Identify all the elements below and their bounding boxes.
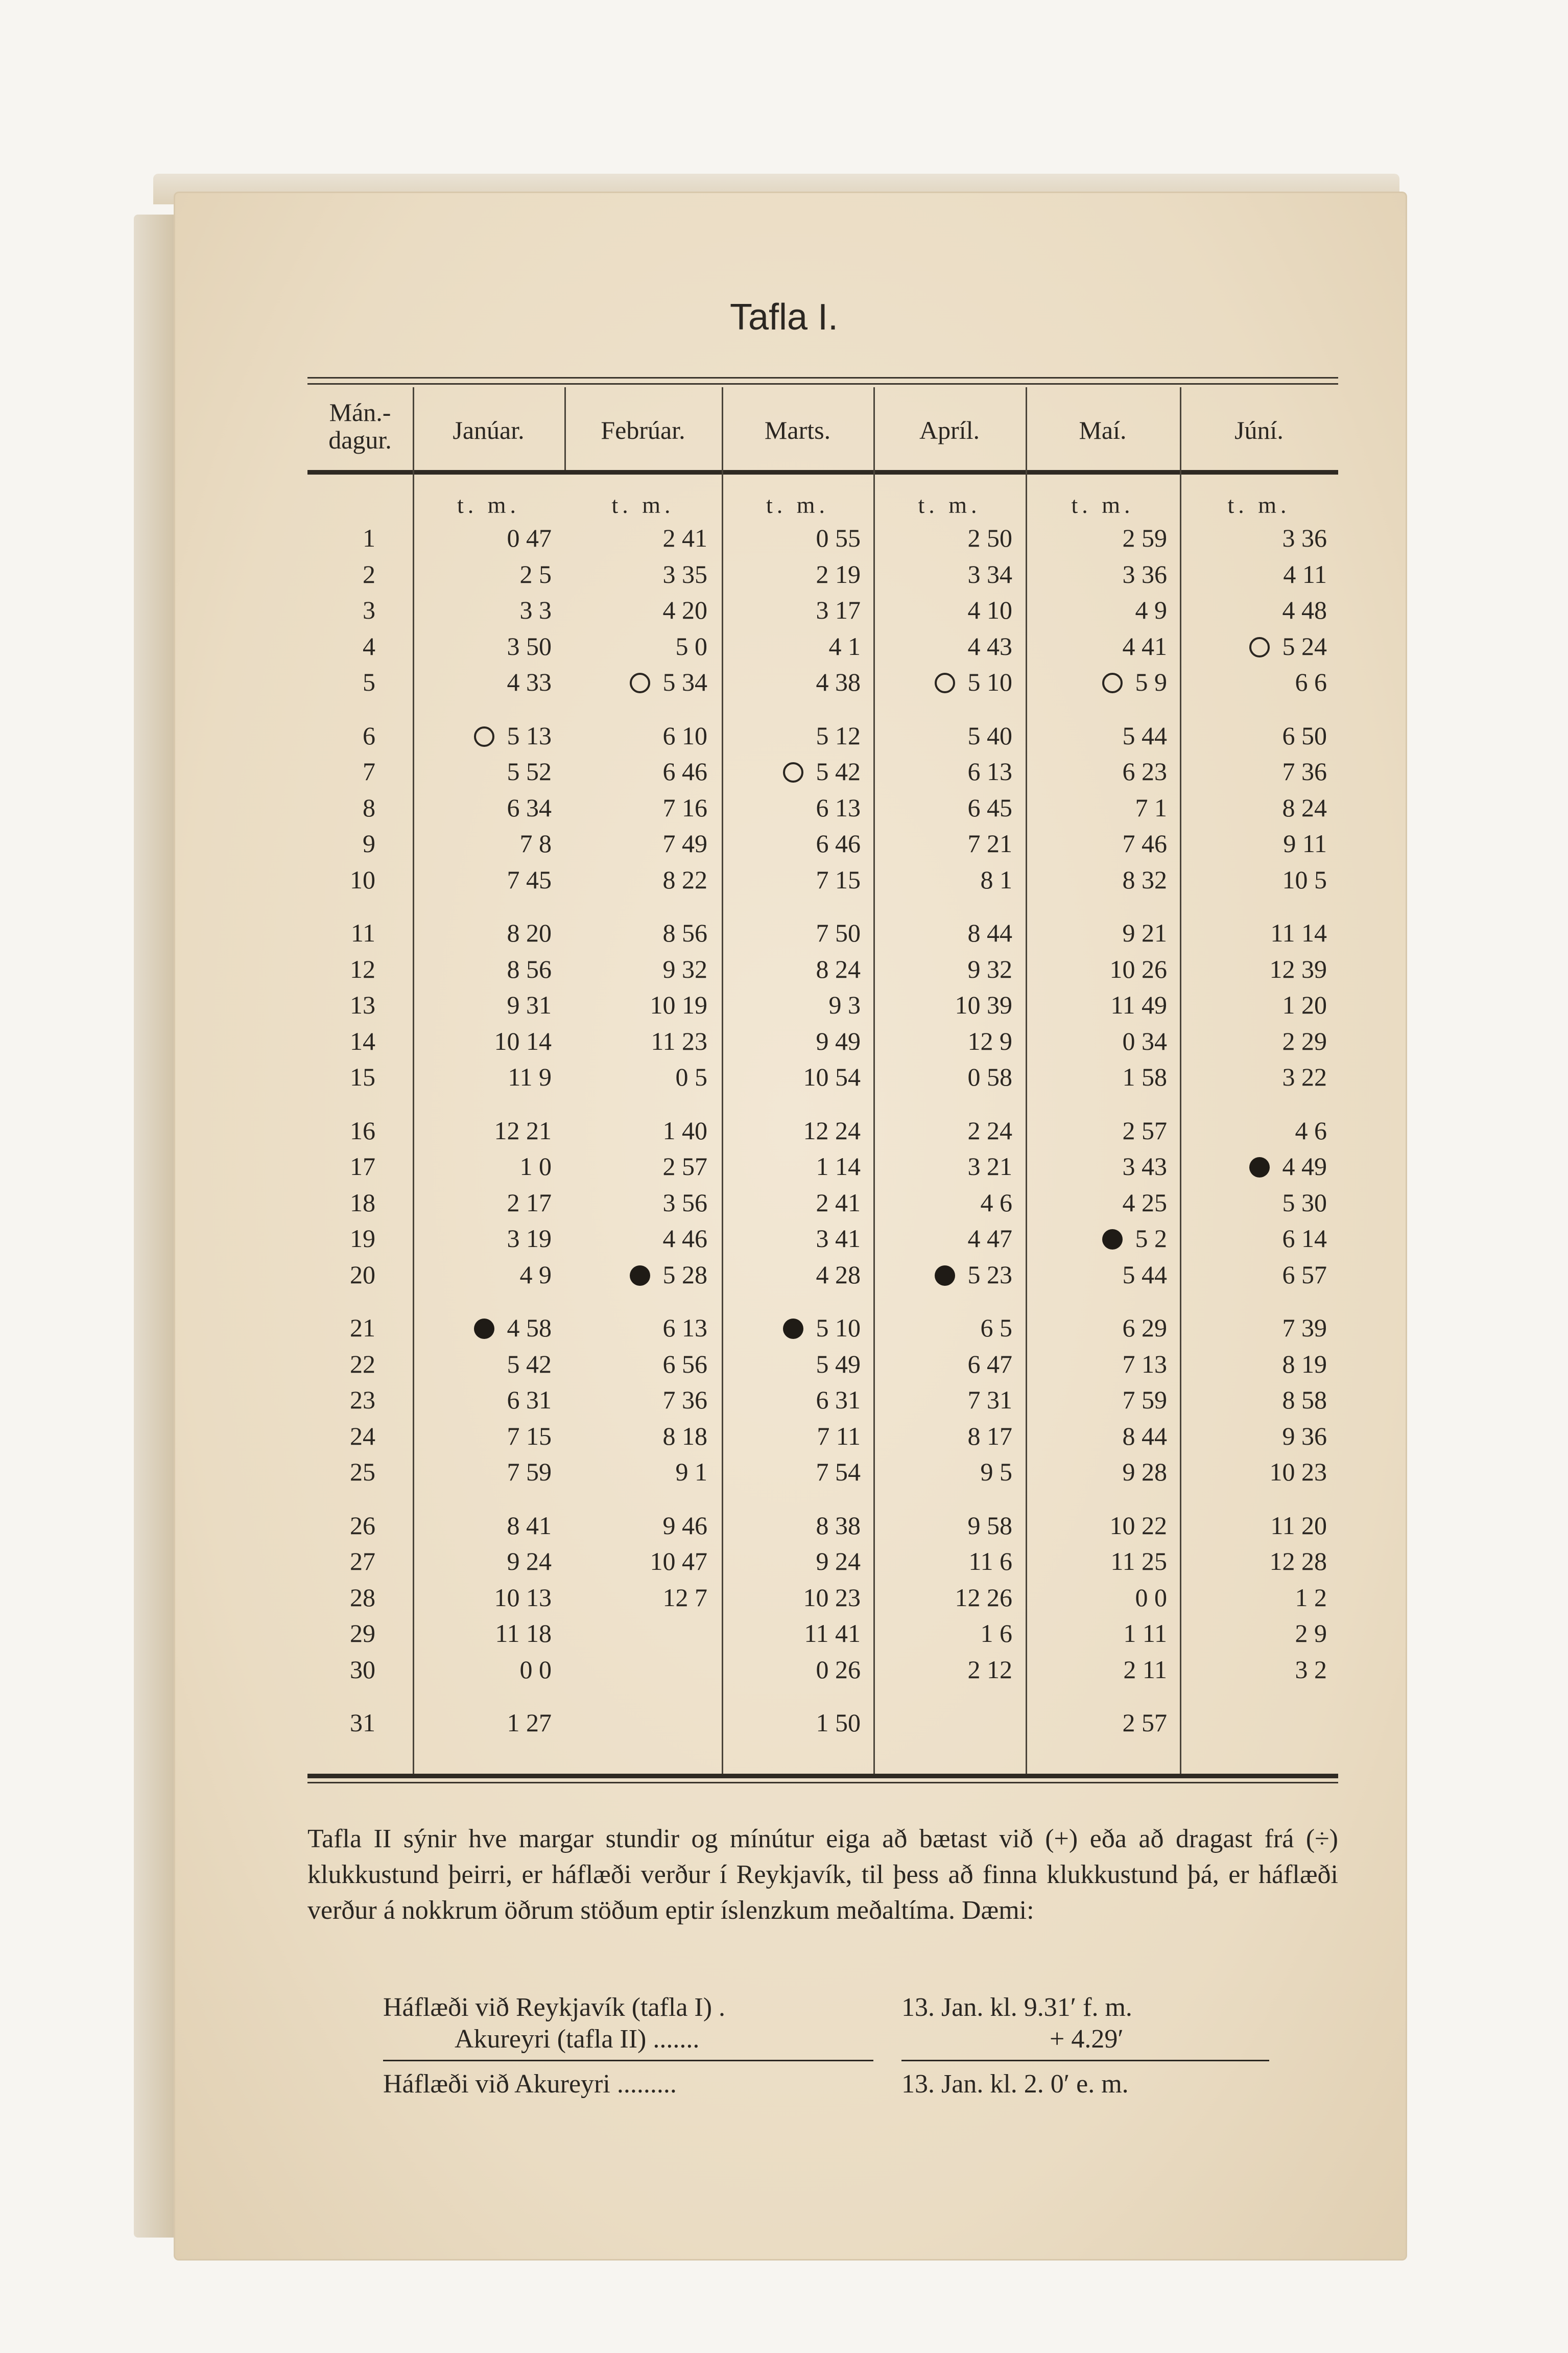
example-row2-value: + 4.29ʹ (1050, 2025, 1124, 2054)
tide-time: 4 6 (1295, 1116, 1327, 1145)
tide-time: 9 1 (675, 1457, 707, 1486)
tide-time: 7 15 (507, 1421, 552, 1450)
month-header-marts: Marts. (764, 416, 831, 444)
day-number: 16 (350, 1116, 375, 1145)
tide-time: 4 9 (1135, 596, 1167, 624)
tide-time: 8 20 (507, 919, 552, 947)
tide-time: 8 19 (1282, 1349, 1327, 1378)
tide-time: 2 57 (662, 1152, 707, 1181)
month-header-juni: Júní. (1234, 416, 1284, 444)
tide-time: 1 58 (1122, 1063, 1167, 1091)
tide-time: 7 16 (662, 793, 707, 822)
tide-time: 6 47 (967, 1349, 1012, 1378)
tide-time: 9 58 (967, 1511, 1012, 1540)
tide-time: 4 47 (967, 1224, 1012, 1253)
tide-time: 6 57 (1282, 1260, 1327, 1289)
unit-label: t. m. (457, 492, 520, 518)
unit-label: t. m. (1227, 492, 1291, 518)
tide-time: 2 24 (967, 1116, 1012, 1145)
tide-time: 1 20 (1282, 991, 1327, 1019)
full-moon-icon (474, 726, 494, 747)
tide-time: 6 31 (816, 1385, 861, 1414)
new-moon-icon (783, 1319, 803, 1339)
new-moon-icon (935, 1265, 955, 1286)
tide-time: 2 29 (1282, 1026, 1327, 1055)
day-number: 11 (350, 919, 375, 947)
day-number: 24 (350, 1421, 375, 1450)
tide-time: 12 28 (1269, 1547, 1327, 1575)
tide-time: 5 0 (675, 631, 707, 661)
column-divider (413, 387, 414, 1774)
tide-time: 3 41 (816, 1224, 861, 1253)
tide-time: 1 27 (507, 1708, 552, 1737)
tide-time: 10 23 (1269, 1457, 1327, 1486)
tide-time: 3 43 (1122, 1152, 1167, 1181)
tide-time: 1 2 (1295, 1583, 1327, 1612)
tide-time: 7 15 (816, 865, 861, 894)
tide-time: 10 47 (650, 1547, 707, 1575)
tide-time: 7 21 (967, 829, 1012, 858)
tide-time: 12 24 (803, 1116, 861, 1145)
tide-time: 2 41 (662, 524, 707, 552)
tide-time: 11 6 (968, 1547, 1012, 1575)
full-moon-icon (783, 762, 803, 783)
tide-time: 9 28 (1122, 1457, 1167, 1486)
day-number: 29 (350, 1619, 375, 1648)
tide-time: 3 17 (816, 596, 861, 624)
day-number: 19 (350, 1224, 375, 1253)
tide-time: 5 52 (507, 757, 552, 786)
tide-time: 2 17 (507, 1188, 552, 1217)
tide-time: 1 50 (816, 1708, 861, 1737)
tide-time: 4 20 (662, 596, 707, 624)
tide-time: 6 23 (1122, 757, 1167, 786)
tide-time: 7 39 (1282, 1313, 1327, 1342)
tide-time: 12 9 (967, 1026, 1012, 1055)
tide-time: 8 24 (1282, 793, 1327, 822)
tide-time: 4 25 (1122, 1188, 1167, 1217)
tide-time: 5 42 (507, 1349, 552, 1378)
unit-label: t. m. (1071, 492, 1134, 518)
full-moon-icon (1249, 637, 1270, 657)
day-column-header (307, 398, 413, 454)
tide-time: 4 41 (1122, 631, 1167, 661)
unit-label: t. m. (611, 492, 675, 518)
tide-time: 10 39 (955, 991, 1012, 1019)
tide-time: 6 13 (662, 1313, 707, 1342)
tide-time: 9 5 (980, 1457, 1012, 1486)
column-divider (873, 387, 875, 1774)
tide-time: 2 11 (1123, 1655, 1167, 1684)
tide-time: 2 50 (967, 524, 1012, 552)
tide-time: 2 41 (816, 1188, 861, 1217)
tide-time: 0 58 (967, 1063, 1012, 1091)
tide-time: 4 38 (816, 668, 861, 696)
tide-time: 5 44 (1122, 1260, 1167, 1289)
month-header-januar: Janúar. (453, 416, 525, 444)
tide-time: 2 12 (967, 1655, 1012, 1684)
tide-time: 6 6 (1295, 668, 1327, 696)
day-number: 21 (350, 1313, 375, 1342)
unit-label: t. m. (766, 492, 829, 518)
tide-time: 4 10 (967, 596, 1012, 624)
full-moon-icon (1102, 673, 1123, 693)
tide-time: 3 50 (507, 631, 552, 661)
tide-time: 11 41 (804, 1619, 861, 1648)
day-number: 18 (350, 1188, 375, 1217)
tide-time: 8 32 (1122, 865, 1167, 894)
tide-time: 0 26 (816, 1655, 861, 1684)
day-header-line2: dagur. (328, 426, 392, 454)
month-header-april: Apríl. (919, 416, 980, 444)
tide-time: 9 36 (1282, 1421, 1327, 1450)
tide-time: 3 35 (662, 559, 707, 589)
tide-time: 5 24 (1282, 631, 1327, 661)
tide-time: 1 6 (980, 1619, 1012, 1648)
tide-time: 7 36 (1282, 757, 1327, 786)
tide-time: 5 44 (1122, 721, 1167, 750)
tide-time: 4 9 (519, 1260, 552, 1289)
day-number: 8 (363, 793, 375, 822)
tide-time: 11 14 (1270, 919, 1327, 947)
day-number: 9 (363, 829, 375, 858)
day-number: 1 (363, 524, 375, 552)
month-header-februar: Febrúar. (601, 416, 685, 444)
tide-time: 6 46 (816, 829, 861, 858)
tide-time: 3 21 (967, 1152, 1012, 1181)
tide-time: 6 13 (816, 793, 861, 822)
tide-time: 6 5 (980, 1313, 1012, 1342)
table-bottom-rule (307, 1774, 1338, 1778)
tide-time: 8 41 (507, 1511, 552, 1540)
tide-time: 7 1 (1135, 793, 1167, 822)
tide-time: 5 10 (967, 668, 1012, 696)
tide-time: 3 56 (662, 1188, 707, 1217)
tide-time: 4 58 (507, 1313, 552, 1342)
tide-time: 7 59 (1122, 1385, 1167, 1414)
day-number: 26 (350, 1511, 375, 1540)
tide-time: 2 59 (1122, 524, 1167, 552)
tide-time: 8 56 (662, 919, 707, 947)
tide-time: 6 13 (967, 757, 1012, 786)
example-row3-value: 13. Jan. kl. 2. 0ʹ e. m. (901, 2069, 1129, 2099)
tide-time: 10 26 (1109, 954, 1167, 983)
tide-time: 8 18 (662, 1421, 707, 1450)
day-number: 20 (350, 1260, 375, 1289)
tide-time: 8 1 (980, 865, 1012, 894)
tide-time: 10 54 (803, 1063, 861, 1091)
tide-time: 3 36 (1122, 559, 1167, 589)
tide-time: 0 5 (675, 1063, 707, 1091)
example-row1-value: 13. Jan. kl. 9.31ʹ f. m. (901, 1993, 1132, 2022)
tide-time: 5 10 (816, 1313, 861, 1342)
tide-time: 11 18 (495, 1619, 552, 1648)
tide-time: 7 49 (662, 829, 707, 858)
tide-time: 0 55 (816, 524, 861, 552)
tide-time: 9 31 (507, 991, 552, 1019)
tide-time: 4 33 (507, 668, 552, 696)
day-number: 17 (350, 1152, 375, 1181)
day-number: 7 (363, 757, 375, 786)
tide-time: 4 28 (816, 1260, 861, 1289)
tide-time: 9 24 (816, 1547, 861, 1575)
tide-time: 3 36 (1282, 524, 1327, 552)
unit-label: t. m. (918, 492, 981, 518)
tide-time: 5 34 (662, 668, 707, 696)
tide-time: 9 32 (967, 954, 1012, 983)
example-row2-label: Akureyri (tafla II) ....... (455, 2025, 700, 2054)
tide-time: 12 7 (662, 1583, 707, 1612)
day-number: 25 (350, 1457, 375, 1486)
tide-time: 11 25 (1110, 1547, 1167, 1575)
example-sum-rule (383, 2060, 873, 2061)
month-header-mai: Maí. (1079, 416, 1127, 444)
day-number: 30 (350, 1655, 375, 1684)
tide-time: 2 57 (1122, 1116, 1167, 1145)
tide-time: 12 39 (1269, 954, 1327, 983)
tide-time: 8 17 (967, 1421, 1012, 1450)
header-top-rule (307, 377, 1338, 379)
day-number: 15 (350, 1063, 375, 1091)
tide-time: 8 44 (967, 919, 1012, 947)
tide-time: 5 49 (816, 1349, 861, 1378)
day-number: 12 (350, 954, 375, 983)
tide-time: 10 14 (494, 1026, 552, 1055)
tide-time: 6 45 (967, 793, 1012, 822)
tide-time: 5 13 (507, 721, 552, 750)
tide-time: 7 45 (507, 865, 552, 894)
tide-time: 9 3 (828, 991, 861, 1019)
tide-time: 10 22 (1109, 1511, 1167, 1540)
tide-time: 8 44 (1122, 1421, 1167, 1450)
day-number: 27 (350, 1547, 375, 1575)
tide-time: 5 40 (967, 721, 1012, 750)
tide-time: 11 49 (1110, 991, 1167, 1019)
tide-time: 0 34 (1122, 1026, 1167, 1055)
day-header-line1: Mán.- (329, 398, 391, 427)
tide-time: 7 31 (967, 1385, 1012, 1414)
day-number: 10 (350, 865, 375, 894)
tide-time: 2 5 (519, 559, 552, 589)
tide-time: 4 46 (662, 1224, 707, 1253)
tide-time: 6 46 (662, 757, 707, 786)
tide-time: 8 24 (816, 954, 861, 983)
tide-time: 12 26 (955, 1583, 1012, 1612)
tide-time: 5 30 (1282, 1188, 1327, 1217)
day-number: 31 (350, 1708, 375, 1737)
tide-time: 2 9 (1295, 1619, 1327, 1648)
tide-time: 7 36 (662, 1385, 707, 1414)
column-divider (1026, 387, 1027, 1774)
new-moon-icon (1249, 1157, 1270, 1178)
tide-time: 9 21 (1122, 919, 1167, 947)
column-divider (1180, 387, 1181, 1774)
day-number: 6 (363, 721, 375, 750)
tide-time: 12 21 (494, 1116, 552, 1145)
tide-time: 6 56 (662, 1349, 707, 1378)
tide-time: 11 23 (651, 1026, 707, 1055)
tide-time: 5 9 (1135, 668, 1167, 696)
tide-time: 5 12 (816, 721, 861, 750)
table-title: Tafla I. (729, 297, 839, 338)
tide-time: 4 11 (1283, 559, 1327, 589)
tide-time: 9 11 (1283, 829, 1327, 858)
example-sum-rule (901, 2060, 1269, 2061)
book-page-edge-left (134, 215, 180, 2238)
tide-time: 6 14 (1282, 1224, 1327, 1253)
tide-time: 3 22 (1282, 1063, 1327, 1091)
tide-time: 6 34 (507, 793, 552, 822)
example-row3-label: Háflæði við Akureyri ......... (383, 2069, 677, 2099)
day-number: 5 (363, 668, 375, 696)
day-number: 2 (363, 559, 375, 589)
tide-time: 2 19 (816, 559, 861, 589)
tide-time: 4 1 (828, 631, 861, 661)
full-moon-icon (630, 673, 650, 693)
tide-time: 9 32 (662, 954, 707, 983)
column-divider (722, 387, 723, 1774)
tide-time: 3 2 (1295, 1655, 1327, 1684)
tide-time: 6 50 (1282, 721, 1327, 750)
tide-time: 10 19 (650, 991, 707, 1019)
tide-time: 3 34 (967, 559, 1012, 589)
tide-time: 7 59 (507, 1457, 552, 1486)
table-bottom-rule-double (307, 1782, 1338, 1783)
tide-time: 7 50 (816, 919, 861, 947)
new-moon-icon (630, 1265, 650, 1286)
tide-time: 6 29 (1122, 1313, 1167, 1342)
day-number: 22 (350, 1349, 375, 1378)
tide-time: 8 22 (662, 865, 707, 894)
new-moon-icon (1102, 1229, 1123, 1250)
tide-time: 1 40 (662, 1116, 707, 1145)
tide-time: 4 6 (980, 1188, 1012, 1217)
tide-time: 9 49 (816, 1026, 861, 1055)
day-number: 4 (363, 631, 375, 661)
tide-time: 5 42 (816, 757, 861, 786)
tide-time: 10 13 (494, 1583, 552, 1612)
tide-time: 5 23 (967, 1260, 1012, 1289)
tide-time: 6 10 (662, 721, 707, 750)
tide-time: 1 14 (816, 1152, 861, 1181)
tide-time: 7 8 (519, 829, 552, 858)
day-number: 13 (350, 991, 375, 1019)
full-moon-icon (935, 673, 955, 693)
tide-time: 4 48 (1282, 596, 1327, 624)
tide-time: 9 46 (662, 1511, 707, 1540)
tide-time: 7 13 (1122, 1349, 1167, 1378)
day-number: 14 (350, 1026, 375, 1055)
header-top-rule-double (307, 383, 1338, 385)
tide-time: 11 20 (1270, 1511, 1327, 1540)
tide-time: 3 19 (507, 1224, 552, 1253)
explanation-paragraph: Tafla II sýnir hve margar stundir og mínútur eiga að bætast við (+) eða að dragast frá (÷) klukkustund þeirri, er háflæði verður í Reykjavík, til þess að finna klukkustund þá, er háflæði verður á nokkrum öðrum stöðum eptir íslenzkum meðaltíma. Dæmi: (307, 1824, 1338, 1925)
tide-time: 7 46 (1122, 829, 1167, 858)
tide-time: 4 43 (967, 631, 1012, 661)
tide-time: 7 54 (816, 1457, 861, 1486)
tide-time: 0 47 (507, 524, 552, 552)
tide-time: 8 58 (1282, 1385, 1327, 1414)
tide-time: 1 11 (1123, 1619, 1167, 1648)
header-bottom-rule (307, 470, 1338, 475)
tide-time: 0 0 (519, 1655, 552, 1684)
tide-time: 8 38 (816, 1511, 861, 1540)
tide-time: 3 3 (519, 596, 552, 624)
new-moon-icon (474, 1319, 494, 1339)
day-number: 23 (350, 1385, 375, 1414)
example-row1-label: Háflæði við Reykjavík (tafla I) . (383, 1993, 726, 2022)
tide-time: 2 57 (1122, 1708, 1167, 1737)
tide-time: 1 0 (519, 1152, 552, 1181)
tide-time: 5 2 (1135, 1224, 1167, 1253)
tide-time: 5 28 (662, 1260, 707, 1289)
tide-time: 10 5 (1282, 865, 1327, 894)
tide-time: 4 49 (1282, 1152, 1327, 1181)
tide-time: 0 0 (1135, 1583, 1167, 1612)
tide-time: 10 23 (803, 1583, 861, 1612)
day-number: 3 (363, 596, 375, 624)
tide-time: 6 31 (507, 1385, 552, 1414)
tide-time: 11 9 (508, 1063, 552, 1091)
tide-time: 8 56 (507, 954, 552, 983)
day-number: 28 (350, 1583, 375, 1612)
tide-time: 9 24 (507, 1547, 552, 1575)
tide-time: 7 11 (817, 1421, 861, 1450)
